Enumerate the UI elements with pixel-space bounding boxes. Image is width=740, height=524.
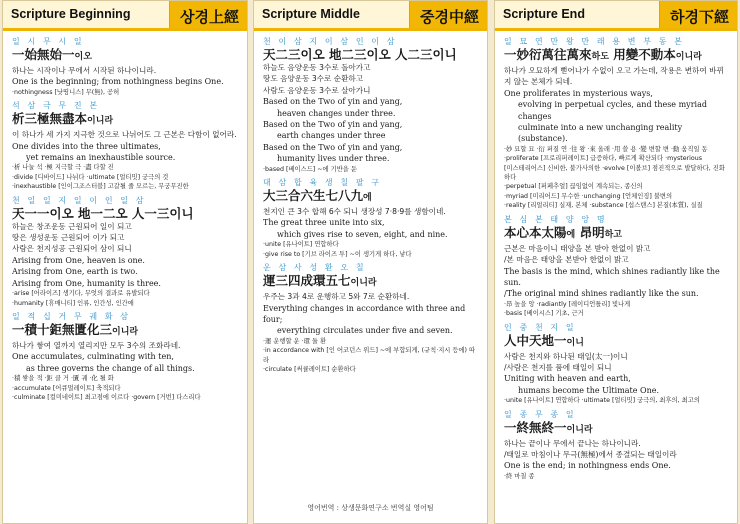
verse-hanja <box>263 47 480 62</box>
verse-section <box>263 37 480 174</box>
verse-reading: 일 시 무 시 일 <box>12 37 85 46</box>
verse-section <box>12 312 240 402</box>
vocab-note: [미스테리어스] 신비한, 불가사의한 ·evolve [이볼브] 점진적으로 발달하다, 진화하다 <box>504 164 725 182</box>
vocab-note: ·humanity [휴매니티] 인류, 인간성, 인간애 <box>12 299 134 307</box>
verse-hanja-text: 用變不動本 <box>613 47 676 62</box>
english-line: Arising from One, humanity is three. <box>12 278 161 288</box>
verse-hanja-text: 一終無終一 <box>504 419 567 435</box>
panel-header <box>495 1 737 31</box>
english-line: culminate into a new unchanging reality (substance). <box>518 123 683 144</box>
verse-reading: 천 일 일 지 일 이 인 일 삼 <box>12 195 147 205</box>
korean-line: /사람은 천지를 품에 태일이 되니 <box>504 362 612 372</box>
verse-reading: 일 적 십 거 무 궤 화 삼 <box>12 311 131 321</box>
vocab-note: ·give rise to [기브 라이즈 투] ~이 생기게 하다, 낳다 <box>263 250 412 258</box>
panel-scripture-middle <box>253 0 488 524</box>
vocab-note: ·divide [디바이드] 나뉘다 ·ultimate [얼티밋] 궁극의 것 <box>12 173 169 181</box>
verse-section <box>504 37 730 211</box>
panel-body <box>3 31 247 402</box>
verse-hanja-text: 一始無始一 <box>12 47 75 62</box>
verse-hanja-text: 天二三이오 地二三이오 人二三이니 <box>263 47 457 62</box>
verse-hanja-text: 大三合六生七八九 <box>263 188 364 204</box>
korean-line: 이 하나가 세 가지 지극한 것으로 나뉘어도 그 근본은 다함이 없어라. <box>12 130 237 140</box>
verse-suffix: 이오 <box>74 52 92 62</box>
verse-hanja <box>504 47 730 65</box>
verse-section <box>263 263 480 374</box>
english-line: One divides into the three ultimates, <box>12 141 161 151</box>
verse-suffix: 하도 <box>591 52 609 62</box>
verse-section <box>504 215 730 319</box>
vocab-note: ·運 운행할 운 ·環 둘 환 <box>263 337 327 345</box>
verse-hanja-text: 運三四成環五七 <box>263 273 351 289</box>
panel-body <box>254 31 487 374</box>
verse-hanja-text: 一積十鉅無匱化三 <box>12 321 113 337</box>
vocab-note: ·昂 높을 앙 ·radiantly [레이디언틀리] 빛나게 <box>504 300 631 308</box>
verse-hanja <box>12 322 240 340</box>
panel-header <box>3 1 247 31</box>
english-line: earth changes under three <box>277 131 386 141</box>
verse-section <box>504 323 730 406</box>
panel-title-ko: 하경下經 <box>659 1 737 28</box>
verse-suffix: 에 <box>363 193 372 204</box>
english-line: evolving in perpetual cycles, and these myriad changes <box>518 100 707 121</box>
vocab-note: ·basis [베이시스] 기초, 근거 <box>504 310 584 318</box>
korean-line: 우주는 3과 4로 운행하고 5와 7로 순환하네. <box>263 292 410 302</box>
verse-suffix: 이니라 <box>112 326 139 337</box>
verse-hanja-text: 析三極無盡本 <box>12 111 88 127</box>
english-line: Everything changes in accordance with three and four; <box>263 303 466 324</box>
verse-reading: 천 이 삼 지 이 삼 인 이 삼 <box>263 37 398 46</box>
panel-scripture-beginning <box>2 0 248 524</box>
verse-section <box>12 37 240 97</box>
korean-line: 하나는 끝이나 무에서 끝나는 하나이니라. <box>504 438 641 448</box>
english-line: One is the beginning; from nothingness begins One. <box>12 77 224 87</box>
verse-suffix: 이니라 <box>350 278 377 289</box>
korean-line: 근본은 마음이니 태양을 본 받아 한없이 밝고 <box>504 243 651 253</box>
english-line: The great three unite into six, <box>263 218 385 228</box>
verse-hanja-text: 人中天地一 <box>504 332 567 348</box>
english-line: The basis is the mind, which shines radiantly like the sun. <box>504 266 720 287</box>
verse-reading: 석 삼 극 무 진 본 <box>12 101 100 111</box>
verse-suffix: 이니라 <box>87 116 114 127</box>
verse-hanja-text: 本心本太陽 <box>504 224 567 240</box>
english-line: One proliferates in mysterious ways, <box>504 88 653 98</box>
english-line: heaven changes under three. <box>277 108 396 118</box>
vocab-note: ·circulate [써큘레이트] 순환하다 <box>263 365 356 373</box>
verse-suffix: 에 <box>566 229 576 240</box>
verse-section <box>263 178 480 259</box>
verse-reading: 인 중 천 지 일 <box>504 322 577 332</box>
panel-title-en: Scripture Middle <box>262 7 360 21</box>
vocab-note: ·reality [리얼리티] 실재, 본체 ·substance [섭스탠스] 본질(本質), 실질 <box>504 202 703 210</box>
verse-reading: 대 삼 합 육 생 칠 팔 구 <box>263 178 382 188</box>
korean-line: 하늘도 음양운동 3수로 돌아가고 <box>263 63 371 72</box>
korean-line: 천지인 큰 3수 합해 6수 되니 생장성 7·8·9를 생함이네. <box>263 207 446 217</box>
english-line: Based on the Two of yin and yang, <box>263 97 403 107</box>
verse-hanja <box>263 273 480 291</box>
panel-scripture-end <box>494 0 738 524</box>
korean-line: 사람은 천지성공 근원되어 삼이 되니 <box>12 244 132 254</box>
korean-line: 땅도 음양운동 3수로 순환하고 <box>263 74 364 84</box>
panel-body <box>495 31 737 481</box>
panel-header <box>254 1 487 31</box>
verse-hanja-text: 一妙衍萬往萬來 <box>504 47 592 62</box>
korean-line: 사람도 음양운동 3수로 살아가니 <box>263 85 371 95</box>
verse-reading: 본 심 본 태 양 앙 명 <box>504 214 608 224</box>
vocab-note: ·proliferate [프로리퍼레이트] 급증하다, 빠르게 확산되다 ·mysterious <box>504 155 703 163</box>
verse-reading: 운 삼 사 성 환 오 칠 <box>263 263 367 273</box>
english-line: Based on the Two of yin and yang, <box>263 142 403 152</box>
english-line: Arising from One, earth is two. <box>12 267 138 277</box>
english-line: /The original mind shines radiantly like the sun. <box>504 289 699 299</box>
vocab-note: ·based [베이스드] ~에 기반을 둔 <box>263 165 357 173</box>
verse-section <box>504 410 730 482</box>
english-line: One is the end; in nothingness ends One. <box>504 461 671 471</box>
english-line: One accumulates, culminating with ten, <box>12 352 174 362</box>
vocab-note: ·終 마칠 종 <box>504 472 535 480</box>
english-line: which gives rise to seven, eight, and nine. <box>277 229 448 239</box>
verse-hanja-text: 昂明 <box>579 224 605 240</box>
vocab-note: ·myriad [미리어드] 무수한 ·unchanging [언체인징] 불변의 <box>504 192 673 200</box>
verse-section <box>12 196 240 308</box>
panel-title-ko: 중경中經 <box>409 1 487 28</box>
vocab-note: ·culminate [컬미네이트] 최고점에 이르다 ·govern [거번] 다스리다 <box>12 393 201 401</box>
verse-hanja <box>12 206 240 221</box>
verse-hanja <box>12 111 240 129</box>
vocab-note: ·unite [유나이트] 연합하다 ·ultimate [얼티밋] 궁극의, 최후의, 최고의 <box>504 397 700 405</box>
panel-title-en: Scripture Beginning <box>11 7 131 21</box>
english-line: humans become the Ultimate One. <box>518 385 660 395</box>
verse-suffix: 하고 <box>604 229 622 240</box>
verse-hanja-text: 天一一이오 地一二오 人一三이니 <box>12 205 194 221</box>
verse-hanja <box>504 420 730 438</box>
verse-suffix: 이니 <box>566 337 584 348</box>
english-line: Arising from One, heaven is one. <box>12 255 145 265</box>
korean-line: /본 마음은 태양을 본받아 한없이 밝고 <box>504 255 629 265</box>
korean-line: 하나가 쌓여 열까지 열리지만 모두 3수의 조화라네. <box>12 340 181 350</box>
vocab-note: ·inexhaustible [인이그조스터블] 고갈될 줄 모르는, 무궁무진한 <box>12 183 189 191</box>
korean-line: 땅은 생성운동 근원되어 이가 되고 <box>12 233 125 243</box>
verse-hanja <box>504 225 730 243</box>
verse-hanja <box>12 47 240 65</box>
vocab-note: ·nothingness [낫띵니스] 무(無), 공허 <box>12 88 120 96</box>
english-line: Uniting with heaven and earth, <box>504 374 631 384</box>
english-line: as three governs the change of all things. <box>26 363 195 373</box>
verse-reading: 일 묘 연 만 왕 만 래 용 변 부 동 본 <box>504 37 685 46</box>
english-line: humanity lives under three. <box>277 154 390 164</box>
korean-line: /태일로 마침이나 무극(無極)에서 종결되는 태일이라 <box>504 449 677 459</box>
verse-suffix: 이니라 <box>566 424 593 435</box>
translation-credit: 영어번역 : 상생문화연구소 번역실 영어팀 <box>307 504 434 512</box>
vocab-note: ·in accordance with [인 어코던스 위드] ~에 부합되게, (규칙·지시 등에) 따라 <box>263 347 476 364</box>
verse-hanja <box>504 333 730 351</box>
vocab-note: ·unite [유나이트] 연합하다 <box>263 241 339 249</box>
english-line: everything circulates under five and seven. <box>277 326 453 336</box>
vocab-note: ·析 나눌 석 ·極 지극할 극 ·盡 다할 진 <box>12 164 114 172</box>
verse-hanja <box>263 188 480 206</box>
korean-line: 하나는 시작이나 무에서 시작된 하나이니라. <box>12 66 157 75</box>
korean-line: 하나가 오묘하게 뻗어나가 수없이 오고 가는데, 작용은 변하여 바뀌지 않는 본체가 되네. <box>504 66 724 87</box>
vocab-note: ·妙 묘할 묘 ·衍 퍼질 연 ·往 왕 ·來 올래 ·用 쓸 용 ·變 변할 변 ·動 움직일 동 <box>504 145 708 153</box>
verse-reading: 일 종 무 종 일 <box>504 409 577 419</box>
panel-title-en: Scripture End <box>503 7 585 21</box>
verse-section <box>12 101 240 191</box>
korean-line: 사람은 천지와 하나된 태일(太一)이니 <box>504 351 628 361</box>
english-line: yet remains an inexhaustible source. <box>26 153 176 163</box>
verse-suffix: 이니라 <box>675 52 702 62</box>
vocab-note: ·arise [어라이즈] 생기다, 무엇의 결과로 유발되다 <box>12 290 150 298</box>
english-line: Based on the Two of yin and yang, <box>263 120 403 130</box>
vocab-note: ·積 쌓을 적 ·鉅 클 거 ·匱 궤 ·化 될 화 <box>12 375 114 383</box>
vocab-note: ·accumulate [어큐멀레이트] 축적되다 <box>12 384 121 392</box>
vocab-note: ·perpetual [퍼페추얼] 끊임없이 계속되는, 종신의 <box>504 183 643 191</box>
panel-title-ko: 상경上經 <box>169 1 247 28</box>
korean-line: 하늘은 창조운동 근원되어 일이 되고 <box>12 221 132 231</box>
